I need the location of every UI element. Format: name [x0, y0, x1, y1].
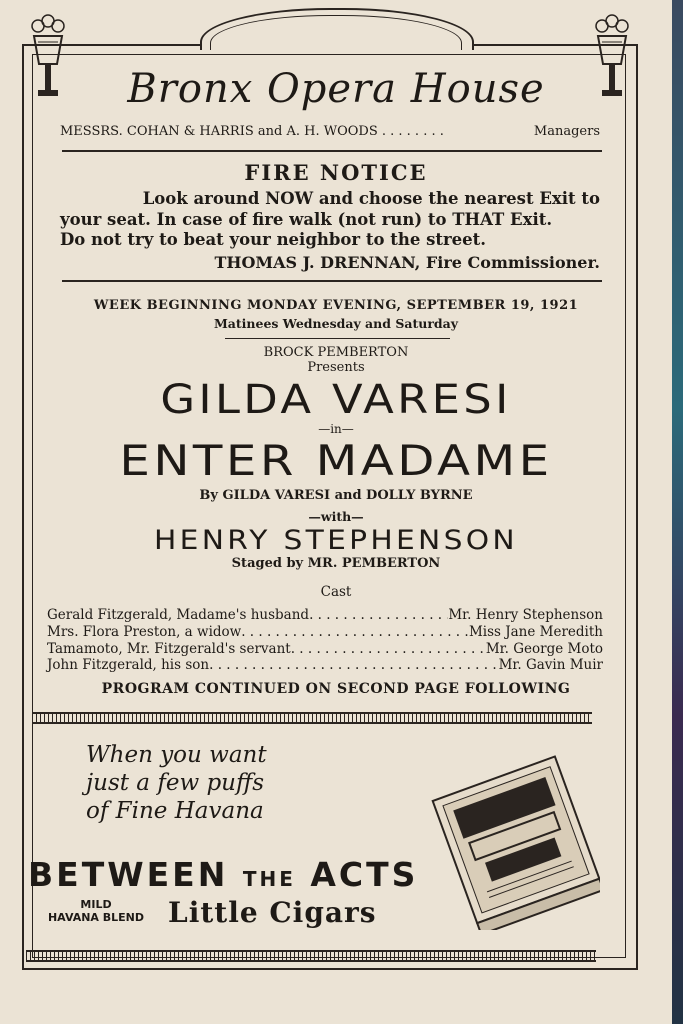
- fire-notice-line-1: Look around NOW and choose the nearest Exit to: [142, 189, 600, 208]
- fire-notice-title: FIRE NOTICE: [244, 160, 428, 185]
- cast-actor: Mr. Gavin Muir: [498, 657, 603, 673]
- authors: By GILDA VARESI and DOLLY BYRNE: [199, 488, 473, 503]
- cast-actor: Mr. George Moto: [485, 641, 603, 657]
- cast-role: John Fitzgerald, his son: [47, 657, 210, 673]
- play-title: ENTER MADAME: [119, 436, 553, 485]
- cigar-box-illustration: [430, 745, 600, 930]
- divider: [62, 150, 602, 152]
- program-continued: PROGRAM CONTINUED ON SECOND PAGE FOLLOWING: [101, 681, 571, 697]
- cast-actor: Miss Jane Meredith: [468, 624, 603, 640]
- divider: [62, 280, 602, 282]
- cast-role: Mrs. Flora Preston, a widow: [47, 624, 242, 640]
- fire-notice-line-2: your seat. In case of fire walk (not run) to THAT Exit.: [60, 210, 553, 229]
- fire-notice-line-3: Do not try to beat your neighbor to the street.: [60, 230, 487, 249]
- cast-role: Gerald Fitzgerald, Madame's husband: [47, 607, 310, 623]
- cast-row: [47, 624, 603, 640]
- brand-name: [28, 855, 418, 894]
- ad-tagline-2: just a few puffs: [86, 770, 265, 796]
- blend-label: HAVANA BLEND: [47, 911, 145, 924]
- fire-commissioner: THOMAS J. DRENNAN, Fire Commissioner.: [214, 253, 600, 272]
- brand-acts: ACTS: [310, 855, 419, 894]
- cast-actor: Mr. Henry Stephenson: [448, 607, 603, 623]
- managers-names: MESSRS. COHAN & HARRIS and A. H. WOODS: [60, 124, 378, 139]
- background-edge: [672, 0, 683, 1024]
- star-name: GILDA VARESI: [160, 377, 512, 423]
- cast-row: [47, 641, 603, 657]
- product-name: Little Cigars: [168, 896, 377, 929]
- costar-name: HENRY STEPHENSON: [154, 525, 518, 556]
- ad-bottom-bar: [26, 950, 596, 962]
- staged-by: Staged by MR. PEMBERTON: [231, 556, 441, 571]
- matinees-line: Matinees Wednesday and Saturday: [213, 316, 459, 331]
- brand-the: THE: [242, 867, 296, 891]
- mild-label: MILD: [80, 898, 112, 911]
- presents: Presents: [307, 360, 365, 375]
- brand-between: BETWEEN: [28, 855, 229, 894]
- ad-tagline-1: When you want: [86, 742, 267, 768]
- cast-row: [47, 607, 603, 623]
- with-word: —with—: [308, 509, 364, 524]
- cast-row: [47, 657, 603, 673]
- in-word: —in—: [318, 422, 354, 436]
- managers-line: MESSRS. COHAN & HARRIS and A. H. WOODS . . . . . . . . Managers: [60, 124, 600, 139]
- ad-tagline-3: of Fine Havana: [86, 798, 264, 824]
- cast-role: Tamamoto, Mr. Fitzgerald's servant: [47, 641, 291, 657]
- cast-heading: Cast: [320, 584, 352, 600]
- week-line: WEEK BEGINNING MONDAY EVENING, SEPTEMBER 19, 1921: [93, 298, 579, 313]
- theater-name: Bronx Opera House: [127, 66, 545, 112]
- short-divider: [225, 338, 450, 339]
- managers-title: Managers: [533, 124, 600, 139]
- producer: BROCK PEMBERTON: [263, 345, 409, 360]
- ad-top-bar: [32, 712, 592, 724]
